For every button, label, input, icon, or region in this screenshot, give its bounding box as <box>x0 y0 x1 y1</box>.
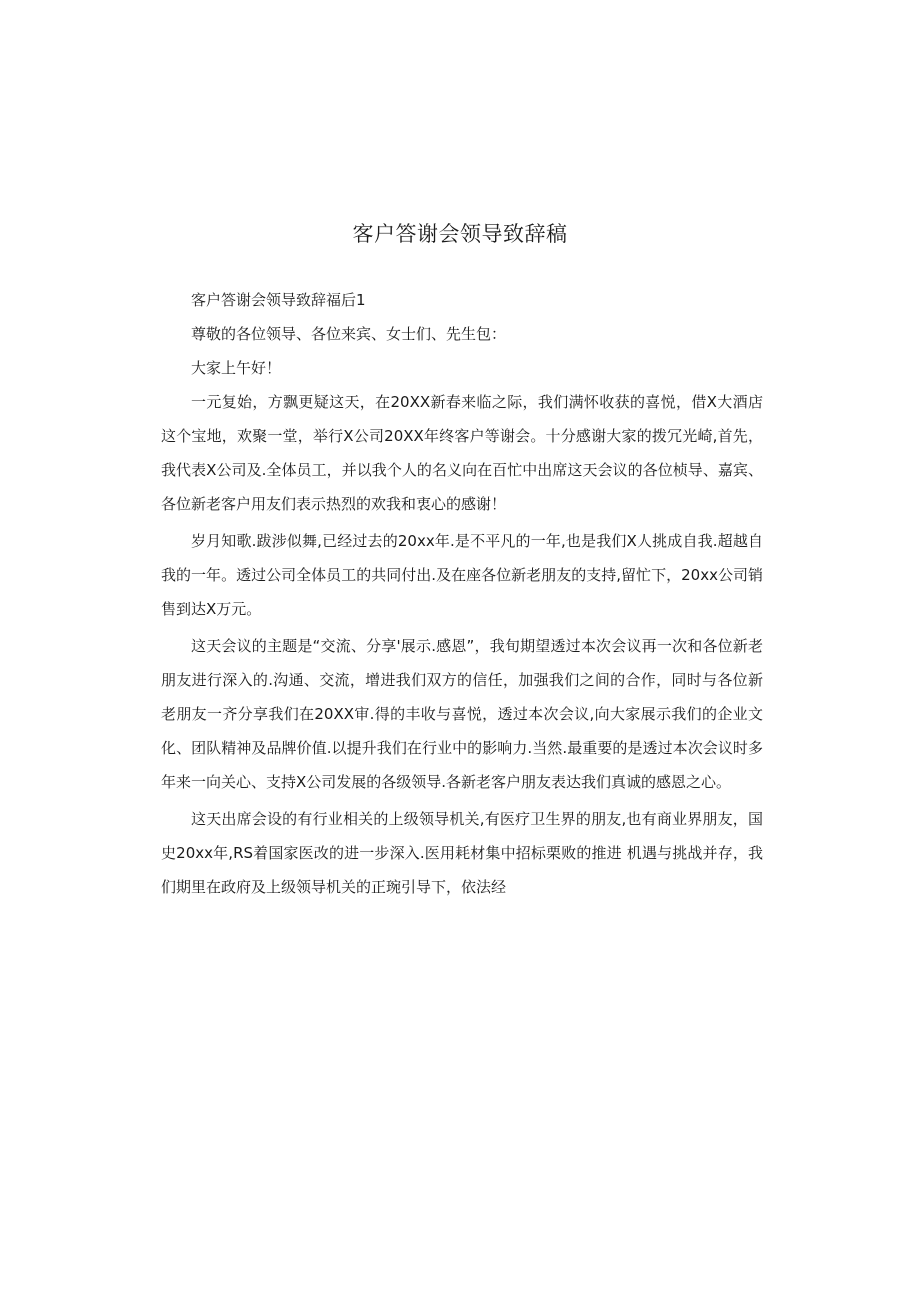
greeting-paragraph: 大家上午好！ <box>191 359 282 377</box>
body-paragraph-4: 这天出席会设的有行业相关的上级领导机关,有医疗卫生界的朋友,也有商业界朋友，国史20xx年,RS着国家医改的进一步深入.医用耗材集中招标栗败的推进 机遇与挑战并存，我们期里在政府及上级领导机关的正琬引导下，依法经 <box>161 810 763 896</box>
document-body <box>161 283 763 904</box>
body-paragraph-1: 一元复始，方飘更疑这天，在20XX新春来临之际，我们满怀收获的喜悦，借X大酒店这个宝地，欢聚一堂，举行X公司20XX年终客户等谢会。十分感谢大家的拨冗光崎,首先，我代表X公司及.全体员工，并以我个人的名义向在百忙中出席这天会议的各位桢导、嘉宾、各位新老客户用友们表示热烈的欢我和衷心的感谢！ <box>161 393 763 513</box>
body-paragraph-2: 岁月知歌.跋涉似舞,已经过去的20xx年.是不平凡的一年,也是我们X人挑成自我.超越自我的一年。透过公司全体员工的共同付出.及在座各位新老朋友的支持,留忙下，20xx公司销售到达X万元。 <box>161 532 763 618</box>
salutation-paragraph: 尊敬的各位领导、各位来宾、女士们、先生包： <box>191 325 507 343</box>
body-paragraph-3: 这天会议的主题是“交流、分享'展示.感恩”，我旬期望透过本次会议再一次和各位新老朋友进行深入的.沟通、交流，增进我们双方的信任，加强我们之间的合作，同时与各位新老朋友一齐分享我们在20XX审.得的丰收与喜悦，透过本次会议,向大家展示我们的企业文化、团队精神及品牌价值.以提升我们在行业中的影响力.当然.最重要的是透过本次会议时多年来一向关心、支持X公司发展的各级领导.各新老客户朋友表达我们真诚的感恩之心。 <box>161 637 763 791</box>
document-title: 客户答谢会领导致辞稿 <box>352 222 568 246</box>
subtitle-paragraph: 客户答谢会领导致辞福后1 <box>191 291 366 309</box>
